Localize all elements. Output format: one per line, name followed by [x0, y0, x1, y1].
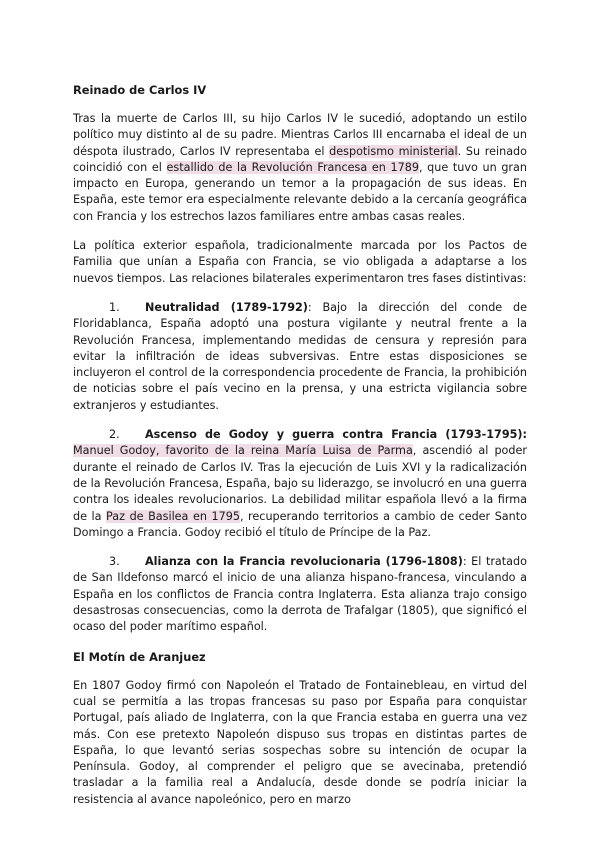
- text-run: . Su reinado coincidió con el: [73, 144, 527, 174]
- highlight-basilea: Paz de Basilea en 1795: [106, 509, 240, 523]
- paragraph-intro: [73, 111, 527, 225]
- highlight-despotismo: despotismo ministerial: [329, 144, 458, 158]
- section-heading-motin: El Motín de Aranjuez: [73, 649, 206, 664]
- list-item-text: : El tratado de San Ildefonso marcó el inicio de una alianza hispano-francesa, vinculando a España en los conflictos de Francia contra Inglaterra. Esta alianza trajo consigo desastrosas consecuencias, como la derrota de Trafalgar (1805), que significó el ocaso del poder marítimo español.: [73, 555, 527, 634]
- paragraph-politica-exterior: La política exterior española, tradicionalmente marcada por los Pactos de Familia que unían a España con Francia, se vio obligada a adaptarse a los nuevos tiempos. Las relaciones bilaterales experimentaron tres fases distintivas:: [73, 239, 527, 285]
- list-item-godoy: [73, 427, 527, 541]
- list-item-alianza: [73, 554, 527, 635]
- section-heading-reinado: Reinado de Carlos IV: [73, 83, 207, 97]
- highlight-revolucion: estallido de la Revolución Francesa en 1789: [166, 160, 419, 174]
- list-item-title: Neutralidad (1789-1792): [145, 300, 308, 314]
- list-number: 2.: [109, 428, 120, 442]
- list-item-neutralidad: [73, 300, 527, 414]
- list-item-text: : Bajo la dirección del conde de Floridablanca, España adoptó una postura vigilante y neutral frente a la Revolución Francesa, implementando medidas de censura y represión para evitar la infiltración de ideas subversivas. Entre estas disposiciones se incluyeron el control de la correspondencia procedente de Francia, la prohibición de noticias sobre el país vecino en la prensa, y una estricta vigilancia sobre extranjeros y estudiantes.: [73, 300, 527, 412]
- text-run: , que tuvo un gran impacto en Europa, generando un temor a la propagación de sus ideas. En España, este temor era especialmente relevante debido a la cercanía geográfica con Francia y los estrechos lazos familiares entre ambas casas reales.: [73, 160, 527, 223]
- list-number: 3.: [109, 555, 120, 569]
- list-number: 1.: [109, 300, 120, 314]
- list-item-title: Alianza con la Francia revolucionaria (1796-1808): [145, 555, 463, 569]
- list-item-title: Ascenso de Godoy y guerra contra Francia (1793-1795):: [145, 428, 527, 442]
- list-item-text: , ascendió al poder durante el reinado de Carlos IV. Tras la ejecución de Luis XVI y la radicalización de la Revolución Francesa, España, bajo su liderazgo, se involucró en una guerra contra los ideales revolucionarios. La debilidad militar española llevó a la firma de la: [73, 444, 527, 523]
- text-run: Tras la muerte de Carlos III, su hijo Carlos IV le sucedió, adoptando un estilo político muy distinto al de su padre. Mientras Carlos III encarnaba el ideal de un déspota ilustrado, Carlos IV representaba el: [73, 112, 527, 158]
- highlight-godoy: Manuel Godoy, favorito de la reina María Luisa de Parma: [73, 444, 413, 458]
- list-item-text: , recuperando territorios a cambio de ceder Santo Domingo a Francia. Godoy recibió el título de Príncipe de la Paz.: [73, 509, 527, 539]
- paragraph-motin: En 1807 Godoy firmó con Napoleón el Tratado de Fontainebleau, en virtud del cual se permitía a las tropas francesas su paso por España para conquistar Portugal, país aliado de Inglaterra, con la que Francia estaba en guerra una vez más. Con ese pretexto Napoleón dispuso sus tropas en distintas partes de España, lo que levantó serias sospechas sobre su intención de ocupar la Península. Godoy, al comprender el peligro que se avecinaba, pretendió trasladar a la familia real a Andalucía, desde donde se podría iniciar la resistencia al avance napoleónico, pero en marzo: [73, 678, 527, 806]
